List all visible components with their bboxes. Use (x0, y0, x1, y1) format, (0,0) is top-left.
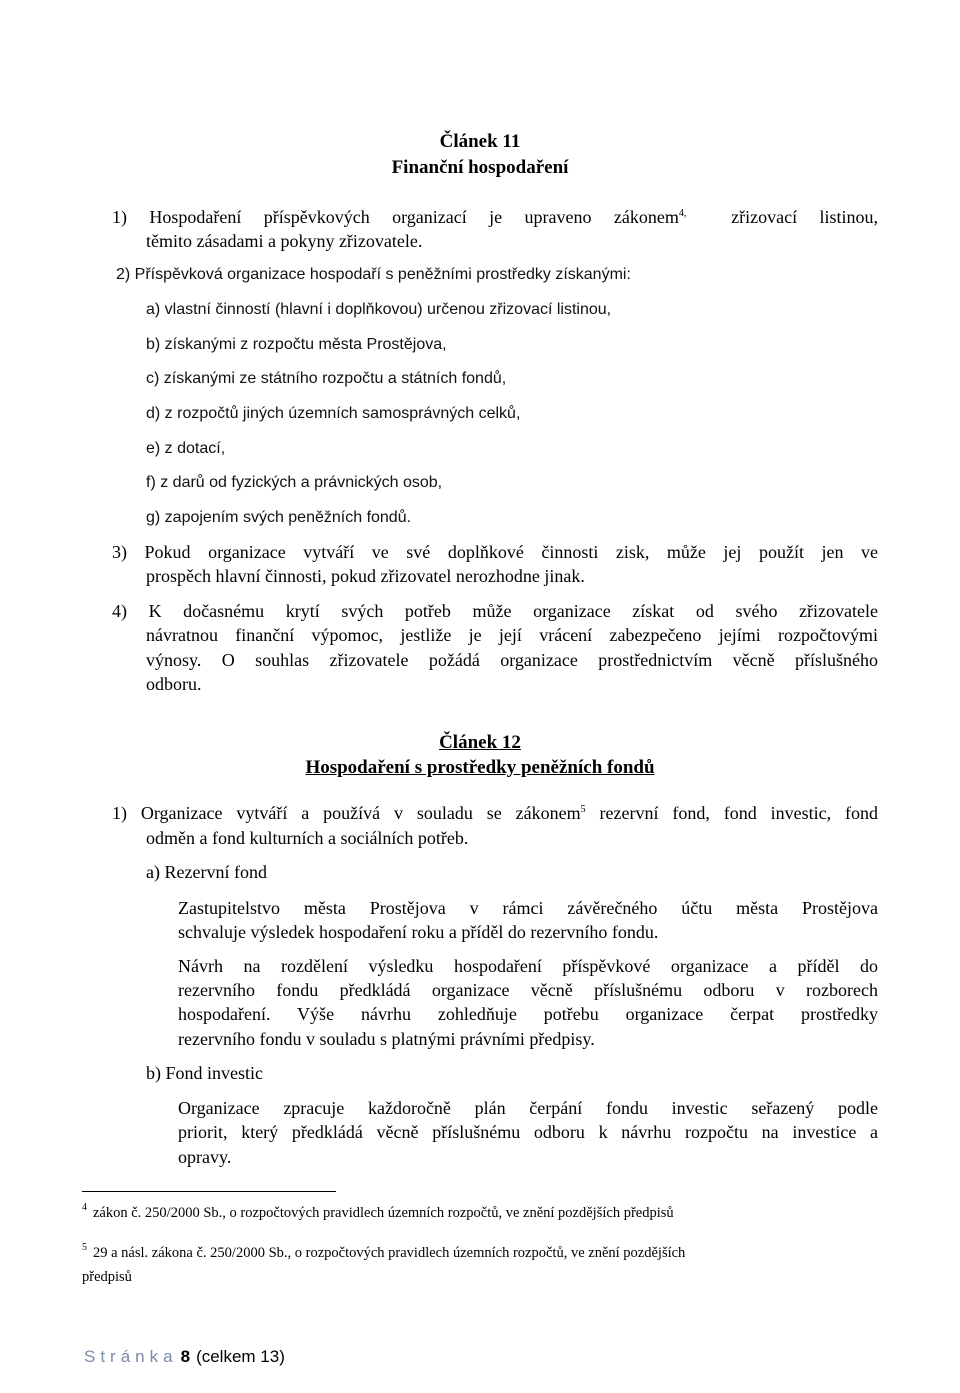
list-item: e) z dotací, (146, 440, 226, 457)
list-item: a) vlastní činností (hlavní i doplňkovou) určenou zřizovací listinou, (146, 301, 612, 318)
a11-p3-line1: 3) Pokud organizace vytváří ve své doplňkové činnosti zisk, může jej použít jen ve (112, 542, 878, 562)
article-11-subtitle: Finanční hospodaření (391, 157, 569, 178)
a11-p4-line2: návratnou finanční výpomoc, jestliže je její vrácení zabezpečeno jejími rozpočtovými (146, 625, 878, 645)
article-12-subtitle: Hospodaření s prostředky peněžních fondů (305, 757, 655, 778)
a11-p4-line1: 4) K dočasnému krytí svých potřeb může organizace získat od svého zřizovatele (112, 601, 878, 621)
footer-total: (celkem 13) (196, 1347, 285, 1366)
footnote-5 (82, 1242, 686, 1262)
a12-a-p2-line2: rezervního fondu předkládá organizace věcně příslušnému odboru v rozborech (178, 980, 878, 1000)
a12-p1-line2: odměn a fond kulturních a sociálních potřeb. (146, 828, 469, 848)
a12-item-b-label: b) Fond investic (146, 1063, 263, 1083)
a12-b-p1-line3: opravy. (178, 1147, 232, 1167)
a12-a-p1-line1: Zastupitelstvo města Prostějova v rámci závěrečného účtu města Prostějova (178, 898, 878, 918)
footnote-separator (82, 1191, 336, 1192)
a12-a-p2-line1: Návrh na rozdělení výsledku hospodaření příspěvkové organizace a příděl do (178, 956, 878, 976)
a11-p1-line1: 1) Hospodaření příspěvkových organizací je upraveno zákonem$^{4,}$ zřizovací listinou, (112, 207, 878, 227)
list-item: d) z rozpočtů jiných územních samosprávných celků, (146, 405, 521, 422)
list-item: b) získanými z rozpočtu města Prostějova, (146, 336, 447, 353)
footnote-text: zákon č. 250/2000 Sb., o rozpočtových pravidlech územních rozpočtů, ve znění pozdějších předpisů (93, 1205, 674, 1221)
a12-item-a-label: a) Rezervní fond (146, 862, 267, 882)
a11-p3-line2: prospěch hlavní činnosti, pokud zřizovatel nerozhodne jinak. (146, 566, 585, 586)
a11-p2-intro: 2) Příspěvková organizace hospodaří s peněžními prostředky získanými: (116, 266, 631, 283)
a12-a-p1-line2: schvaluje výsledek hospodaření roku a příděl do rezervního fondu. (178, 922, 659, 942)
footnote-5-cont: předpisů (82, 1269, 132, 1285)
a11-p4-line3: výnosy. O souhlas zřizovatele požádá organizace prostřednictvím věcně příslušného (146, 650, 878, 670)
footer-label: Stránka (84, 1347, 178, 1366)
list-item: c) získanými ze státního rozpočtu a státních fondů, (146, 370, 507, 387)
footnote-4 (82, 1202, 674, 1222)
article-12-title: Článek 12 (439, 732, 521, 753)
a11-p1-line2: těmito zásadami a pokyny zřizovatele. (146, 231, 423, 251)
a12-b-p1-line1: Organizace zpracuje každoročně plán čerpání fondu investic seřazený podle (178, 1098, 878, 1118)
footer-page-number: 8 (180, 1347, 191, 1366)
list-item: f) z darů od fyzických a právnických osob, (146, 474, 443, 491)
a11-p4-line4: odboru. (146, 674, 202, 694)
footnote-mark: 4 (82, 1202, 87, 1213)
footnote-text: 29 a násl. zákona č. 250/2000 Sb., o rozpočtových pravidlech územních rozpočtů, ve znění pozdějších (93, 1245, 686, 1261)
a12-a-p2-line4: rezervního fondu v souladu s platnými právními předpisy. (178, 1029, 595, 1049)
page-footer (84, 1347, 285, 1367)
footnote-mark: 5 (82, 1242, 87, 1253)
a12-a-p2-line3: hospodaření. Výše návrhu zohledňuje potřebu organizace čerpat prostředky (178, 1004, 878, 1024)
a12-b-p1-line2: priorit, který předkládá věcně příslušnému odboru k návrhu rozpočtu na investice a (178, 1122, 878, 1142)
article-11-title: Článek 11 (439, 131, 521, 152)
list-item: g) zapojením svých peněžních fondů. (146, 509, 412, 526)
a12-p1-line1: 1) Organizace vytváří a používá v souladu se zákonem$^5$ rezervní fond, fond investic, fond (112, 803, 878, 823)
